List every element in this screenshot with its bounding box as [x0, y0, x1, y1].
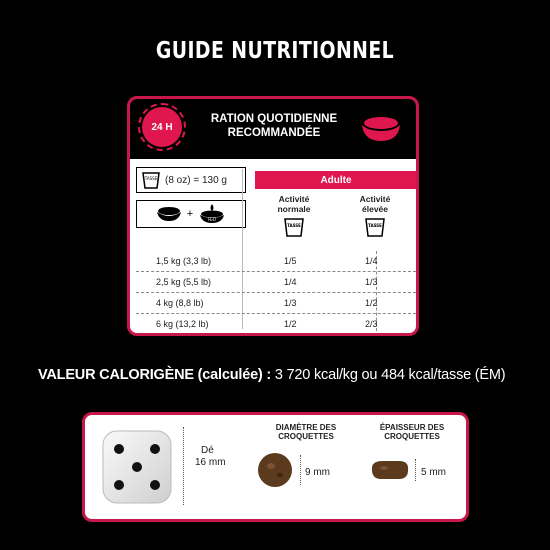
table-row: 4 kg (8,8 lb) 1/3 1/2	[136, 292, 416, 313]
cup-icon	[141, 171, 161, 189]
water-bowl-icon	[197, 204, 227, 224]
diameter-label: DIAMÈTRE DES CROQUETTES	[275, 423, 337, 441]
ration-header	[130, 99, 416, 159]
kibble-round-icon	[255, 451, 295, 489]
cup-icon	[364, 217, 386, 237]
feeding-table	[136, 251, 416, 334]
ration-title: RATION QUOTIDIENNE RECOMMANDÉE	[210, 113, 338, 139]
svg-text:TASSE: TASSE	[287, 223, 301, 228]
plus-sign: +	[186, 208, 194, 220]
calorie-value: VALEUR CALORIGÈNE (calculée) : 3 720 kcal/kg ou 484 kcal/tasse (ÉM)	[38, 367, 506, 383]
diameter-marker	[300, 455, 301, 485]
table-row: 6 kg (13,2 lb) 1/2 2/3	[136, 313, 416, 334]
24h-badge: 24 H	[142, 107, 182, 147]
thickness-value: 5 mm	[421, 467, 446, 478]
thickness-label: ÉPAISSEUR DES CROQUETTES	[379, 423, 445, 441]
svg-text:TASSE: TASSE	[368, 223, 382, 228]
svg-text:H₂O: H₂O	[208, 217, 217, 222]
kibble-size-card	[82, 412, 469, 522]
dice-icon	[97, 421, 177, 509]
table-row: 1,5 kg (3,3 lb) 1/5 1/4	[156, 256, 378, 266]
cup-icon	[283, 217, 305, 237]
page-title: GUIDE NUTRITIONNEL	[155, 38, 395, 64]
normal-activity-header: Activité normale TASSE	[254, 194, 334, 237]
dice-size-marker	[183, 427, 184, 505]
cup-text: (8 oz) = 130 g	[165, 174, 227, 186]
serving-info	[136, 167, 246, 228]
food-water-mix	[136, 200, 246, 228]
kibble-side-icon	[369, 459, 411, 481]
diameter-value: 9 mm	[305, 467, 330, 478]
thickness-marker	[415, 459, 416, 481]
high-activity-header: Activité élevée TASSE	[335, 194, 415, 237]
adult-label: Adulte	[255, 171, 417, 189]
bowl-icon	[155, 206, 183, 222]
svg-text:TASSE: TASSE	[144, 176, 158, 181]
table-row: 2,5 kg (5,5 lb) 1/4 1/3	[136, 271, 416, 292]
cup-conversion	[136, 167, 246, 193]
bowl-icon	[358, 113, 404, 145]
ration-card	[127, 96, 419, 336]
dice-size-label: Dé 16 mm	[195, 445, 226, 468]
